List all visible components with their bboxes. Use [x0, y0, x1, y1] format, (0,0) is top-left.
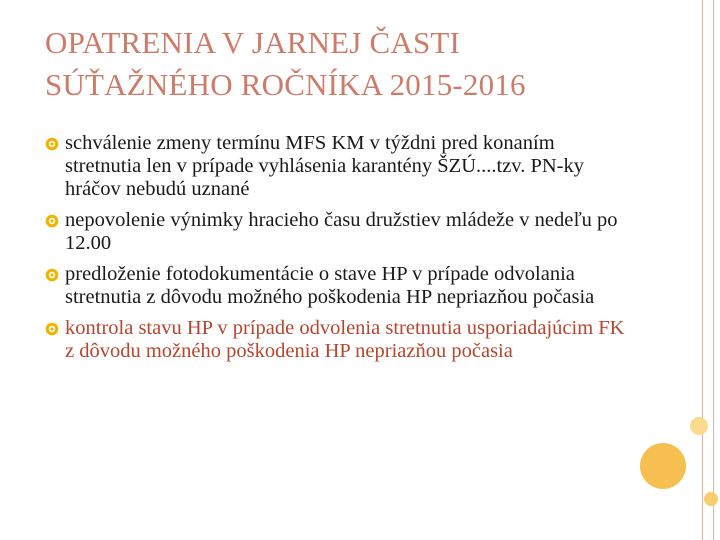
slide-title: [45, 22, 685, 106]
decorative-dot: [704, 492, 718, 506]
bullet-item-highlighted: [45, 317, 625, 363]
bullet-list: [45, 132, 625, 371]
bullet-text: schválenie zmeny termínu MFS KM v týždni pred konaním stretnutia len v prípade vyhlásenia karantény ŠZÚ....tzv. PN-ky hráčov nebudú uznané: [65, 132, 585, 200]
sun-gear-bullet-icon: [45, 322, 59, 336]
bullet-item: [45, 132, 625, 201]
slide-title-line-2: SÚŤAŽNÉHO ROČNÍKA 2015-2016: [45, 67, 526, 102]
slide-title-line-1: OPATRENIA V JARNEJ ČASTI: [45, 25, 461, 60]
decorative-dot: [690, 417, 708, 435]
bullet-text: kontrola stavu HP v prípade odvolenia stretnutia usporiadajúcim FK z dôvodu možného poškodenia HP nepriazňou počasia: [65, 317, 625, 362]
sun-gear-bullet-icon: [45, 137, 59, 151]
decorative-orange-circle: [640, 443, 686, 489]
bullet-text: nepovolenie výnimky hracieho času družstiev mládeže v nedeľu po 12.00: [65, 209, 618, 254]
sun-gear-bullet-icon: [45, 214, 59, 228]
bullet-item: [45, 263, 625, 309]
decorative-vertical-lines: [702, 0, 714, 540]
sun-gear-bullet-icon: [45, 268, 59, 282]
bullet-text: predloženie fotodokumentácie o stave HP v prípade odvolania stretnutia z dôvodu možného poškodenia HP nepriazňou počasia: [65, 263, 595, 308]
bullet-item: [45, 209, 625, 255]
